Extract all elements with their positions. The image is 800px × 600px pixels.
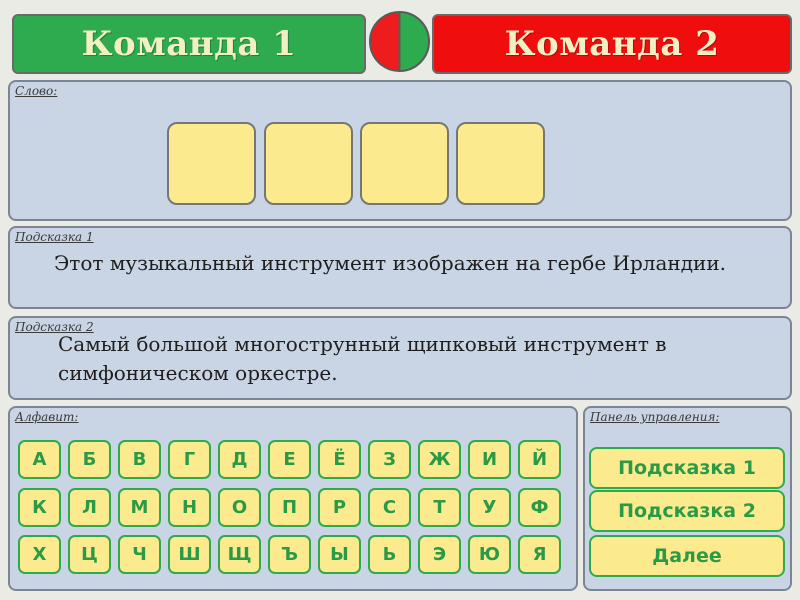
word-label: Слово: (15, 84, 58, 98)
letter-button[interactable]: Ь (368, 535, 411, 574)
control-panel-label: Панель управления: (590, 410, 720, 424)
letter-button[interactable]: Я (518, 535, 561, 574)
word-panel (8, 80, 792, 221)
letter-button[interactable]: Ш (168, 535, 211, 574)
letter-button[interactable]: Ё (318, 440, 361, 479)
letter-button[interactable]: З (368, 440, 411, 479)
word-letter-cell-4 (456, 122, 545, 205)
turn-indicator-red-half (370, 12, 400, 71)
word-letter-cell-3 (360, 122, 449, 205)
team-1-header[interactable]: Команда 1 (12, 14, 366, 74)
hint-2-button[interactable]: Подсказка 2 (589, 490, 785, 532)
turn-indicator-green-half (400, 12, 430, 71)
letter-button[interactable]: Й (518, 440, 561, 479)
letter-button[interactable]: Д (218, 440, 261, 479)
letter-button[interactable]: Ы (318, 535, 361, 574)
letter-button[interactable]: В (118, 440, 161, 479)
letter-button[interactable]: Р (318, 488, 361, 527)
team-2-header[interactable]: Команда 2 (432, 14, 792, 74)
letter-button[interactable]: М (118, 488, 161, 527)
letter-button[interactable]: Ф (518, 488, 561, 527)
alphabet-label: Алфавит: (15, 410, 79, 424)
hint-1-label: Подсказка 1 (15, 230, 94, 244)
letter-button[interactable]: П (268, 488, 311, 527)
letter-button[interactable]: Ъ (268, 535, 311, 574)
team-turn-indicator[interactable] (368, 10, 431, 73)
hint-2-text: Самый большой многострунный щипковый инструмент в симфоническом оркестре. (58, 332, 667, 385)
letter-button[interactable]: Ю (468, 535, 511, 574)
hint-2-label: Подсказка 2 (15, 320, 94, 334)
letter-button[interactable]: Н (168, 488, 211, 527)
letter-button[interactable]: Г (168, 440, 211, 479)
letter-button[interactable]: Л (68, 488, 111, 527)
letter-button[interactable]: Х (18, 535, 61, 574)
word-letter-cell-2 (264, 122, 353, 205)
hint-1-button[interactable]: Подсказка 1 (589, 447, 785, 489)
letter-button[interactable]: Э (418, 535, 461, 574)
word-letter-cell-1 (167, 122, 256, 205)
letter-button[interactable]: А (18, 440, 61, 479)
hint-1-panel (8, 226, 792, 309)
next-button[interactable]: Далее (589, 535, 785, 577)
letter-button[interactable]: Б (68, 440, 111, 479)
letter-button[interactable]: И (468, 440, 511, 479)
letter-button[interactable]: Ж (418, 440, 461, 479)
hint-2-panel (8, 316, 792, 400)
control-panel (583, 406, 792, 591)
letter-button[interactable]: О (218, 488, 261, 527)
letter-button[interactable]: Ч (118, 535, 161, 574)
letter-button[interactable]: Е (268, 440, 311, 479)
letter-button[interactable]: С (368, 488, 411, 527)
alphabet-panel (8, 406, 578, 591)
letter-button[interactable]: У (468, 488, 511, 527)
letter-button[interactable]: К (18, 488, 61, 527)
hint-1-text: Этот музыкальный инструмент изображен на гербе Ирландии. (54, 251, 727, 275)
letter-button[interactable]: Ц (68, 535, 111, 574)
letter-button[interactable]: Щ (218, 535, 261, 574)
letter-button[interactable]: Т (418, 488, 461, 527)
